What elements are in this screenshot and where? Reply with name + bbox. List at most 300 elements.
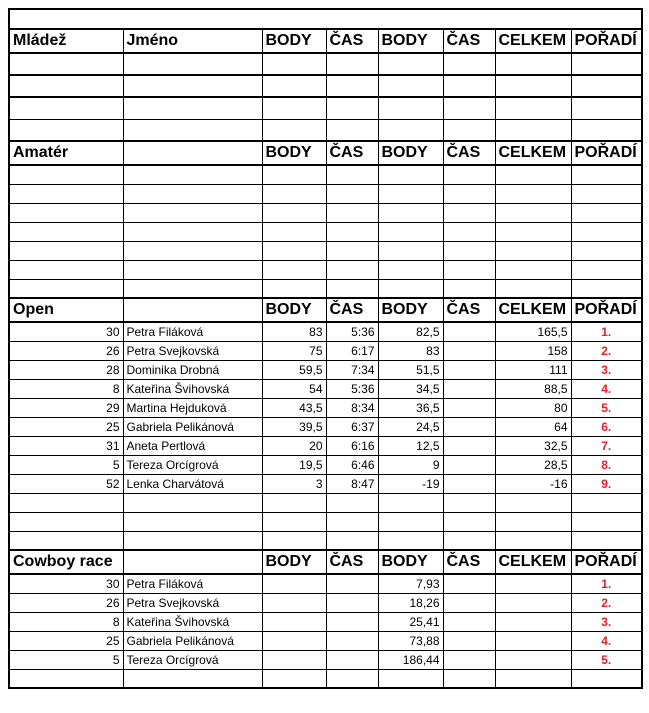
section-title[interactable]: Open xyxy=(9,298,123,322)
points-1[interactable] xyxy=(262,574,326,593)
poradi-column-header[interactable]: POŘADÍ xyxy=(571,141,642,165)
points-1[interactable]: 19,5 xyxy=(262,455,326,474)
empty-cell[interactable] xyxy=(443,53,495,75)
competitor-name[interactable]: Gabriela Pelikánová xyxy=(123,631,262,650)
empty-cell[interactable] xyxy=(262,97,326,119)
poradi-column-header[interactable]: POŘADÍ xyxy=(571,550,642,574)
competitor-row xyxy=(9,474,642,493)
empty-row xyxy=(9,493,642,512)
total-points[interactable]: 32,5 xyxy=(495,436,571,455)
points-2[interactable]: 73,88 xyxy=(378,631,443,650)
rank[interactable]: 8. xyxy=(571,455,642,474)
total-points[interactable]: 80 xyxy=(495,398,571,417)
body-column-header[interactable]: BODY xyxy=(262,550,326,574)
points-1[interactable] xyxy=(262,612,326,631)
empty-cell[interactable] xyxy=(495,493,571,512)
start-number[interactable]: 5 xyxy=(9,650,123,669)
empty-cell[interactable] xyxy=(123,241,262,260)
competitor-name[interactable]: Tereza Orcígrová xyxy=(123,650,262,669)
competitor-name[interactable]: Petra Svejkovská xyxy=(123,341,262,360)
time-1[interactable] xyxy=(326,650,378,669)
time-2[interactable] xyxy=(443,379,495,398)
points-2[interactable]: 34,5 xyxy=(378,379,443,398)
total-points[interactable]: 64 xyxy=(495,417,571,436)
empty-row xyxy=(9,165,642,184)
body-column-header[interactable]: BODY xyxy=(378,298,443,322)
competitor-name[interactable]: Gabriela Pelikánová xyxy=(123,417,262,436)
start-number[interactable]: 26 xyxy=(9,341,123,360)
empty-row xyxy=(9,53,642,75)
empty-cell[interactable] xyxy=(378,222,443,241)
empty-cell[interactable] xyxy=(571,493,642,512)
empty-cell[interactable] xyxy=(571,279,642,298)
competitor-row xyxy=(9,455,642,474)
empty-cell[interactable] xyxy=(495,279,571,298)
total-points[interactable] xyxy=(495,574,571,593)
rank[interactable]: 4. xyxy=(571,379,642,398)
empty-row xyxy=(9,203,642,222)
rank[interactable]: 6. xyxy=(571,417,642,436)
time-1[interactable]: 6:46 xyxy=(326,455,378,474)
celkem-column-header[interactable]: CELKEM xyxy=(495,298,571,322)
empty-cell[interactable] xyxy=(443,222,495,241)
time-2[interactable] xyxy=(443,417,495,436)
start-number[interactable]: 25 xyxy=(9,631,123,650)
points-2[interactable]: 7,93 xyxy=(378,574,443,593)
body-column-header[interactable]: BODY xyxy=(378,550,443,574)
total-points[interactable] xyxy=(495,631,571,650)
competitor-name[interactable]: Tereza Orcígrová xyxy=(123,455,262,474)
rank[interactable]: 4. xyxy=(571,631,642,650)
empty-cell[interactable] xyxy=(443,241,495,260)
empty-cell[interactable] xyxy=(123,493,262,512)
empty-cell[interactable] xyxy=(571,203,642,222)
points-1[interactable]: 54 xyxy=(262,379,326,398)
empty-cell[interactable] xyxy=(495,97,571,119)
time-2[interactable] xyxy=(443,631,495,650)
cas-column-header[interactable]: ČAS xyxy=(443,550,495,574)
cas-column-header[interactable]: ČAS xyxy=(326,29,378,53)
empty-cell[interactable] xyxy=(571,531,642,550)
empty-cell[interactable] xyxy=(262,165,326,184)
empty-cell[interactable] xyxy=(9,241,123,260)
empty-row xyxy=(9,184,642,203)
competitor-row xyxy=(9,612,642,631)
points-1[interactable] xyxy=(262,631,326,650)
points-1[interactable]: 75 xyxy=(262,341,326,360)
empty-cell[interactable] xyxy=(571,75,642,97)
section-title[interactable]: Mládež xyxy=(9,29,123,53)
rank[interactable]: 3. xyxy=(571,612,642,631)
time-2[interactable] xyxy=(443,436,495,455)
empty-cell[interactable] xyxy=(326,165,378,184)
empty-cell[interactable] xyxy=(326,184,378,203)
empty-cell[interactable] xyxy=(9,165,123,184)
empty-cell[interactable] xyxy=(9,75,123,97)
name-column-header[interactable] xyxy=(123,141,262,165)
empty-cell[interactable] xyxy=(378,184,443,203)
empty-row xyxy=(9,75,642,97)
empty-cell[interactable] xyxy=(443,260,495,279)
empty-row xyxy=(9,669,642,688)
sheet-top-row xyxy=(9,9,642,29)
name-column-header[interactable] xyxy=(123,550,262,574)
empty-cell[interactable] xyxy=(443,279,495,298)
empty-cell[interactable] xyxy=(262,53,326,75)
empty-cell[interactable] xyxy=(378,119,443,141)
empty-cell[interactable] xyxy=(495,119,571,141)
section-header-row xyxy=(9,298,642,322)
total-points[interactable] xyxy=(495,593,571,612)
empty-cell[interactable] xyxy=(378,279,443,298)
celkem-column-header[interactable]: CELKEM xyxy=(495,141,571,165)
time-2[interactable] xyxy=(443,574,495,593)
competitor-row xyxy=(9,379,642,398)
rank[interactable]: 1. xyxy=(571,322,642,341)
empty-cell[interactable] xyxy=(495,669,571,688)
empty-cell[interactable] xyxy=(326,222,378,241)
competitor-row xyxy=(9,593,642,612)
empty-cell[interactable] xyxy=(326,97,378,119)
start-number[interactable]: 8 xyxy=(9,612,123,631)
empty-cell[interactable] xyxy=(326,53,378,75)
empty-cell[interactable] xyxy=(326,531,378,550)
empty-row xyxy=(9,260,642,279)
empty-cell[interactable] xyxy=(571,119,642,141)
time-2[interactable] xyxy=(443,398,495,417)
cas-column-header[interactable]: ČAS xyxy=(326,141,378,165)
points-2[interactable]: 51,5 xyxy=(378,360,443,379)
cas-column-header[interactable]: ČAS xyxy=(443,29,495,53)
total-points[interactable]: -16 xyxy=(495,474,571,493)
body-column-header[interactable]: BODY xyxy=(378,141,443,165)
empty-cell[interactable] xyxy=(262,119,326,141)
sheet-title-cell[interactable] xyxy=(9,9,642,29)
empty-cell[interactable] xyxy=(262,493,326,512)
cas-column-header[interactable]: ČAS xyxy=(326,550,378,574)
section-title[interactable]: Amatér xyxy=(9,141,123,165)
empty-cell[interactable] xyxy=(495,512,571,531)
start-number[interactable]: 28 xyxy=(9,360,123,379)
time-2[interactable] xyxy=(443,650,495,669)
empty-cell[interactable] xyxy=(495,260,571,279)
empty-cell[interactable] xyxy=(123,531,262,550)
rank[interactable]: 5. xyxy=(571,650,642,669)
points-2[interactable]: 25,41 xyxy=(378,612,443,631)
points-2[interactable]: 83 xyxy=(378,341,443,360)
empty-cell[interactable] xyxy=(9,279,123,298)
section-header-row xyxy=(9,141,642,165)
results-table-body xyxy=(9,9,642,688)
time-1[interactable] xyxy=(326,631,378,650)
empty-cell[interactable] xyxy=(123,75,262,97)
time-1[interactable] xyxy=(326,593,378,612)
competitor-row xyxy=(9,574,642,593)
time-1[interactable]: 6:37 xyxy=(326,417,378,436)
empty-cell[interactable] xyxy=(9,119,123,141)
empty-cell[interactable] xyxy=(326,203,378,222)
empty-cell[interactable] xyxy=(9,260,123,279)
total-points[interactable]: 111 xyxy=(495,360,571,379)
start-number[interactable]: 29 xyxy=(9,398,123,417)
competitor-row xyxy=(9,398,642,417)
points-1[interactable]: 83 xyxy=(262,322,326,341)
empty-cell[interactable] xyxy=(378,260,443,279)
total-points[interactable]: 88,5 xyxy=(495,379,571,398)
time-1[interactable]: 6:16 xyxy=(326,436,378,455)
empty-cell[interactable] xyxy=(326,512,378,531)
time-1[interactable] xyxy=(326,612,378,631)
empty-cell[interactable] xyxy=(495,203,571,222)
empty-cell[interactable] xyxy=(123,203,262,222)
competitor-name[interactable]: Petra Svejkovská xyxy=(123,593,262,612)
empty-cell[interactable] xyxy=(9,531,123,550)
start-number[interactable]: 31 xyxy=(9,436,123,455)
empty-cell[interactable] xyxy=(9,184,123,203)
empty-cell[interactable] xyxy=(123,165,262,184)
total-points[interactable]: 158 xyxy=(495,341,571,360)
competitor-name[interactable]: Dominika Drobná xyxy=(123,360,262,379)
time-2[interactable] xyxy=(443,455,495,474)
time-1[interactable]: 6:17 xyxy=(326,341,378,360)
empty-cell[interactable] xyxy=(443,119,495,141)
empty-row xyxy=(9,241,642,260)
rank[interactable]: 7. xyxy=(571,436,642,455)
rank[interactable]: 2. xyxy=(571,341,642,360)
empty-cell[interactable] xyxy=(378,512,443,531)
empty-cell[interactable] xyxy=(495,75,571,97)
empty-cell[interactable] xyxy=(262,260,326,279)
empty-row xyxy=(9,531,642,550)
empty-cell[interactable] xyxy=(378,165,443,184)
rank[interactable]: 1. xyxy=(571,574,642,593)
celkem-column-header[interactable]: CELKEM xyxy=(495,550,571,574)
section-header-row xyxy=(9,29,642,53)
empty-cell[interactable] xyxy=(262,241,326,260)
points-1[interactable]: 39,5 xyxy=(262,417,326,436)
points-1[interactable] xyxy=(262,593,326,612)
empty-cell[interactable] xyxy=(326,260,378,279)
empty-cell[interactable] xyxy=(326,75,378,97)
points-2[interactable]: 12,5 xyxy=(378,436,443,455)
celkem-column-header[interactable]: CELKEM xyxy=(495,29,571,53)
competitor-row xyxy=(9,631,642,650)
rank[interactable]: 2. xyxy=(571,593,642,612)
empty-cell[interactable] xyxy=(123,97,262,119)
competitor-name[interactable]: Petra Filáková xyxy=(123,322,262,341)
time-2[interactable] xyxy=(443,360,495,379)
competitor-row xyxy=(9,417,642,436)
empty-cell[interactable] xyxy=(9,493,123,512)
points-2[interactable]: -19 xyxy=(378,474,443,493)
body-column-header[interactable]: BODY xyxy=(262,298,326,322)
rank[interactable]: 3. xyxy=(571,360,642,379)
empty-cell[interactable] xyxy=(495,53,571,75)
empty-cell[interactable] xyxy=(378,669,443,688)
results-table xyxy=(8,8,643,689)
empty-cell[interactable] xyxy=(443,165,495,184)
rank[interactable]: 9. xyxy=(571,474,642,493)
empty-cell[interactable] xyxy=(571,97,642,119)
competitor-row xyxy=(9,650,642,669)
time-2[interactable] xyxy=(443,341,495,360)
empty-cell[interactable] xyxy=(262,184,326,203)
empty-cell[interactable] xyxy=(123,512,262,531)
points-2[interactable]: 18,26 xyxy=(378,593,443,612)
empty-cell[interactable] xyxy=(495,241,571,260)
total-points[interactable] xyxy=(495,612,571,631)
empty-cell[interactable] xyxy=(262,203,326,222)
empty-cell[interactable] xyxy=(123,260,262,279)
time-1[interactable]: 5:36 xyxy=(326,322,378,341)
empty-cell[interactable] xyxy=(495,531,571,550)
empty-cell[interactable] xyxy=(326,241,378,260)
empty-cell[interactable] xyxy=(262,512,326,531)
empty-cell[interactable] xyxy=(326,493,378,512)
empty-cell[interactable] xyxy=(443,75,495,97)
competitor-name[interactable]: Aneta Pertlová xyxy=(123,436,262,455)
empty-cell[interactable] xyxy=(378,241,443,260)
empty-cell[interactable] xyxy=(443,669,495,688)
competitor-name[interactable]: Kateřina Švihovská xyxy=(123,379,262,398)
body-column-header[interactable]: BODY xyxy=(262,141,326,165)
start-number[interactable]: 25 xyxy=(9,417,123,436)
section-header-row xyxy=(9,550,642,574)
time-1[interactable]: 8:34 xyxy=(326,398,378,417)
empty-cell[interactable] xyxy=(123,222,262,241)
empty-cell[interactable] xyxy=(262,222,326,241)
empty-cell[interactable] xyxy=(443,531,495,550)
empty-cell[interactable] xyxy=(9,53,123,75)
name-column-header[interactable]: Jméno xyxy=(123,29,262,53)
empty-cell[interactable] xyxy=(9,203,123,222)
cas-column-header[interactable]: ČAS xyxy=(443,141,495,165)
empty-cell[interactable] xyxy=(571,222,642,241)
competitor-name[interactable]: Petra Filáková xyxy=(123,574,262,593)
empty-cell[interactable] xyxy=(123,53,262,75)
competitor-row xyxy=(9,360,642,379)
points-2[interactable]: 186,44 xyxy=(378,650,443,669)
empty-row xyxy=(9,512,642,531)
empty-cell[interactable] xyxy=(571,512,642,531)
competitor-name[interactable]: Martina Hejduková xyxy=(123,398,262,417)
empty-cell[interactable] xyxy=(123,184,262,203)
total-points[interactable]: 165,5 xyxy=(495,322,571,341)
start-number[interactable]: 26 xyxy=(9,593,123,612)
points-2[interactable]: 36,5 xyxy=(378,398,443,417)
empty-cell[interactable] xyxy=(262,531,326,550)
start-number[interactable]: 30 xyxy=(9,322,123,341)
start-number[interactable]: 8 xyxy=(9,379,123,398)
start-number[interactable]: 52 xyxy=(9,474,123,493)
start-number[interactable]: 5 xyxy=(9,455,123,474)
start-number[interactable]: 30 xyxy=(9,574,123,593)
empty-row xyxy=(9,97,642,119)
empty-cell[interactable] xyxy=(571,260,642,279)
competitor-name[interactable]: Lenka Charvátová xyxy=(123,474,262,493)
empty-cell[interactable] xyxy=(326,279,378,298)
total-points[interactable] xyxy=(495,650,571,669)
points-1[interactable]: 20 xyxy=(262,436,326,455)
time-2[interactable] xyxy=(443,593,495,612)
rank[interactable]: 5. xyxy=(571,398,642,417)
time-2[interactable] xyxy=(443,322,495,341)
competitor-name[interactable]: Kateřina Švihovská xyxy=(123,612,262,631)
empty-cell[interactable] xyxy=(9,669,123,688)
empty-cell[interactable] xyxy=(443,184,495,203)
empty-cell[interactable] xyxy=(495,184,571,203)
empty-cell[interactable] xyxy=(9,97,123,119)
empty-cell[interactable] xyxy=(571,669,642,688)
empty-cell[interactable] xyxy=(571,165,642,184)
empty-cell[interactable] xyxy=(495,222,571,241)
empty-cell[interactable] xyxy=(378,75,443,97)
poradi-column-header[interactable]: POŘADÍ xyxy=(571,298,642,322)
points-1[interactable]: 59,5 xyxy=(262,360,326,379)
cas-column-header[interactable]: ČAS xyxy=(443,298,495,322)
empty-cell[interactable] xyxy=(9,222,123,241)
empty-cell[interactable] xyxy=(378,531,443,550)
total-points[interactable]: 28,5 xyxy=(495,455,571,474)
points-2[interactable]: 82,5 xyxy=(378,322,443,341)
empty-cell[interactable] xyxy=(378,97,443,119)
time-2[interactable] xyxy=(443,612,495,631)
competitor-row xyxy=(9,341,642,360)
empty-cell[interactable] xyxy=(326,119,378,141)
points-2[interactable]: 9 xyxy=(378,455,443,474)
empty-cell[interactable] xyxy=(443,203,495,222)
empty-cell[interactable] xyxy=(443,512,495,531)
empty-cell[interactable] xyxy=(378,203,443,222)
empty-cell[interactable] xyxy=(262,669,326,688)
empty-cell[interactable] xyxy=(123,669,262,688)
time-1[interactable]: 8:47 xyxy=(326,474,378,493)
empty-cell[interactable] xyxy=(571,184,642,203)
time-1[interactable]: 5:36 xyxy=(326,379,378,398)
body-column-header[interactable]: BODY xyxy=(262,29,326,53)
cas-column-header[interactable]: ČAS xyxy=(326,298,378,322)
empty-cell[interactable] xyxy=(495,165,571,184)
points-1[interactable] xyxy=(262,650,326,669)
empty-cell[interactable] xyxy=(123,279,262,298)
empty-row xyxy=(9,222,642,241)
empty-cell[interactable] xyxy=(443,493,495,512)
name-column-header[interactable] xyxy=(123,298,262,322)
competitor-row xyxy=(9,322,642,341)
competitor-row xyxy=(9,436,642,455)
empty-cell[interactable] xyxy=(262,279,326,298)
empty-cell[interactable] xyxy=(9,512,123,531)
empty-cell[interactable] xyxy=(378,493,443,512)
empty-cell[interactable] xyxy=(123,119,262,141)
empty-cell[interactable] xyxy=(378,53,443,75)
time-2[interactable] xyxy=(443,474,495,493)
section-title[interactable]: Cowboy race xyxy=(9,550,123,574)
empty-cell[interactable] xyxy=(262,75,326,97)
empty-cell[interactable] xyxy=(443,97,495,119)
empty-cell[interactable] xyxy=(571,53,642,75)
points-1[interactable]: 43,5 xyxy=(262,398,326,417)
empty-row xyxy=(9,119,642,141)
points-2[interactable]: 24,5 xyxy=(378,417,443,436)
points-1[interactable]: 3 xyxy=(262,474,326,493)
time-1[interactable]: 7:34 xyxy=(326,360,378,379)
empty-cell[interactable] xyxy=(571,241,642,260)
time-1[interactable] xyxy=(326,574,378,593)
poradi-column-header[interactable]: POŘADÍ xyxy=(571,29,642,53)
empty-cell[interactable] xyxy=(326,669,378,688)
body-column-header[interactable]: BODY xyxy=(378,29,443,53)
